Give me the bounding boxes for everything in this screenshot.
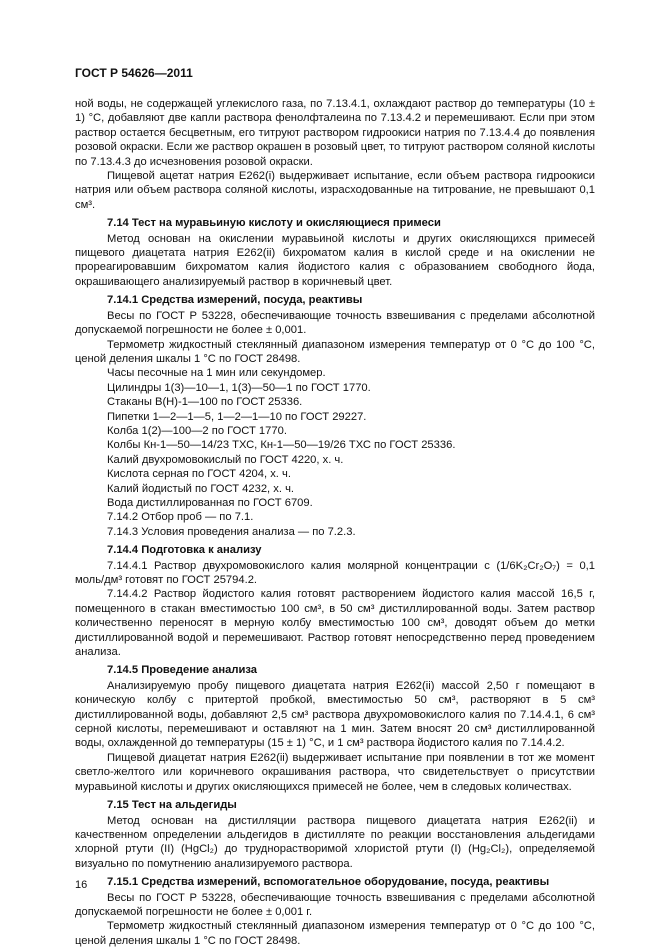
paragraph: Весы по ГОСТ Р 53228, обеспечивающие точность взвешивания с пределами абсолютной допускаемой погрешности не более ± 0,001 г. bbox=[75, 891, 595, 918]
list-line: Стаканы В(Н)-1—100 по ГОСТ 25336. bbox=[107, 396, 303, 409]
paragraph: 7.14.4.1 Раствор двухромовокислого калия молярной концентрации с (1/6K₂Cr₂O₇) = 0,1 моль/дм³ готовят по ГОСТ 25794.2. bbox=[75, 559, 595, 586]
list-line: Колбы Кн-1—50—14/23 ТХС, Кн-1—50—19/26 ТХС по ГОСТ 25336. bbox=[107, 439, 456, 452]
paragraph: Метод основан на окислении муравьиной кислоты и других окисляющихся примесей пищевого диацетата натрия Е262(ii) бихроматом калия в кислой среде и на окислении не прореагировавшим бихроматом калия йодистого калия с образованием свободного йода, окрашивающего анализируемый раствор в коричневый цвет. bbox=[75, 232, 595, 288]
paragraph: Анализируемую пробу пищевого диацетата натрия Е262(ii) массой 2,50 г помещают в коническую колбу с притертой пробкой, вместимостью 50 см³, растворяют в 5 см³ дистиллированной воды, добавляют 2,5 см³ раствора двухромовокислого калия по 7.14.4.1, 6 см³ серной кислоты, перемешивают и оставляют на 1 мин. Затем вносят 20 см³ дистиллированной воды, охлажденной до температуры (15 ± 1) °С, и 1 см³ раствора йодистого калия по 7.14.4.2. bbox=[75, 679, 595, 750]
list-line: 7.14.3 Условия проведения анализа — по 7.2.3. bbox=[107, 525, 356, 538]
list-line: 7.14.2 Отбор проб — по 7.1. bbox=[107, 511, 254, 524]
list-line: Кислота серная по ГОСТ 4204, х. ч. bbox=[107, 468, 291, 481]
paragraph: Метод основан на дистилляции раствора пищевого диацетата натрия Е262(ii) и качественном определении альдегидов в дистилляте по реакции восстановления альдегидами хлорной ртути (II) (HgCl₂) до труднорастворимой хлористой ртути (I) (Hg₂Cl₂), определяемой визуально по помутнению анализируемого раствора. bbox=[75, 814, 595, 870]
paragraph-continuation: ной воды, не содержащей углекислого газа, по 7.13.4.1, охлаждают раствор до температуры (10 ± 1) °С, добавляют две капли раствора фенолфталеина по 7.13.4.2 и перемешивают. Если при этом раствор остается бесцветным, его титруют раствором гидроокиси натрия по 7.13.4.4 до появления розовой окраски. Если же раствор окрашен в розовый цвет, то титруют раствором соляной кислоты по 7.13.4.3 до исчезновения розовой окраски. bbox=[75, 98, 595, 168]
list-line: Калий йодистый по ГОСТ 4232, х. ч. bbox=[107, 482, 295, 495]
paragraph: Пищевой диацетат натрия Е262(ii) выдерживает испытание при появлении в тот же момент светло-желтого или коричневого окрашивания раствора, что свидетельствует о присутствии муравьиной кислоты и других окисляющихся примесей не более, чем в следовых количествах. bbox=[75, 751, 595, 793]
paragraph: Пищевой ацетат натрия Е262(i) выдерживает испытание, если объем раствора гидроокиси натрия или объем раствора соляной кислоты, израсходованные на титрование, не превышают 0,1 см³. bbox=[75, 170, 595, 211]
document-body bbox=[75, 97, 595, 948]
paragraph: Весы по ГОСТ Р 53228, обеспечивающие точность взвешивания с пределами абсолютной допускаемой погрешности не более ± 0,001. bbox=[75, 309, 595, 337]
list-line: Калий двухромовокислый по ГОСТ 4220, х. ч. bbox=[107, 453, 344, 466]
paragraph: 7.14.4.2 Раствор йодистого калия готовят растворением йодистого калия массой 16,5 г, помещенного в стакан вместимостью 100 см³, в 50 см³ дистиллированной воды. Затем раствор количественно переносят в мерную колбу вместимостью 100 см³, доводят объем до метки дистиллированной водой и перемешивают. Раствор готовят непосредственно перед проведением анализа. bbox=[75, 588, 595, 659]
section-heading: 7.15.1 Средства измерений, вспомогательное оборудование, посуда, реактивы bbox=[107, 876, 550, 889]
list-line: Цилиндры 1(3)—10—1, 1(3)—50—1 по ГОСТ 1770. bbox=[107, 381, 371, 394]
section-heading: 7.14.5 Проведение анализа bbox=[107, 664, 257, 677]
section-heading: 7.14.4 Подготовка к анализу bbox=[107, 544, 262, 557]
section-heading: 7.14.1 Средства измерений, посуда, реактивы bbox=[107, 294, 363, 307]
list-line: Вода дистиллированная по ГОСТ 6709. bbox=[107, 496, 313, 509]
paragraph: Термометр жидкостный стеклянный диапазоном измерения температур от 0 °С до 100 °С, ценой деления шкалы 1 °С по ГОСТ 28498. bbox=[75, 338, 595, 365]
section-heading: 7.14 Тест на муравьиную кислоту и окисляющиеся примеси bbox=[107, 217, 441, 230]
standard-header: ГОСТ Р 54626—2011 bbox=[75, 66, 193, 80]
section-heading: 7.15 Тест на альдегиды bbox=[107, 799, 237, 812]
list-line: Часы песочные на 1 мин или секундомер. bbox=[107, 367, 326, 380]
page-number: 16 bbox=[75, 879, 88, 891]
list-line: Пипетки 1—2—1—5, 1—2—1—10 по ГОСТ 29227. bbox=[107, 410, 367, 423]
paragraph: Термометр жидкостный стеклянный диапазоном измерения температур от 0 °С до 100 °С, ценой деления шкалы 1 °С по ГОСТ 28498. bbox=[75, 920, 595, 947]
list-line: Колба 1(2)—100—2 по ГОСТ 1770. bbox=[107, 424, 287, 437]
